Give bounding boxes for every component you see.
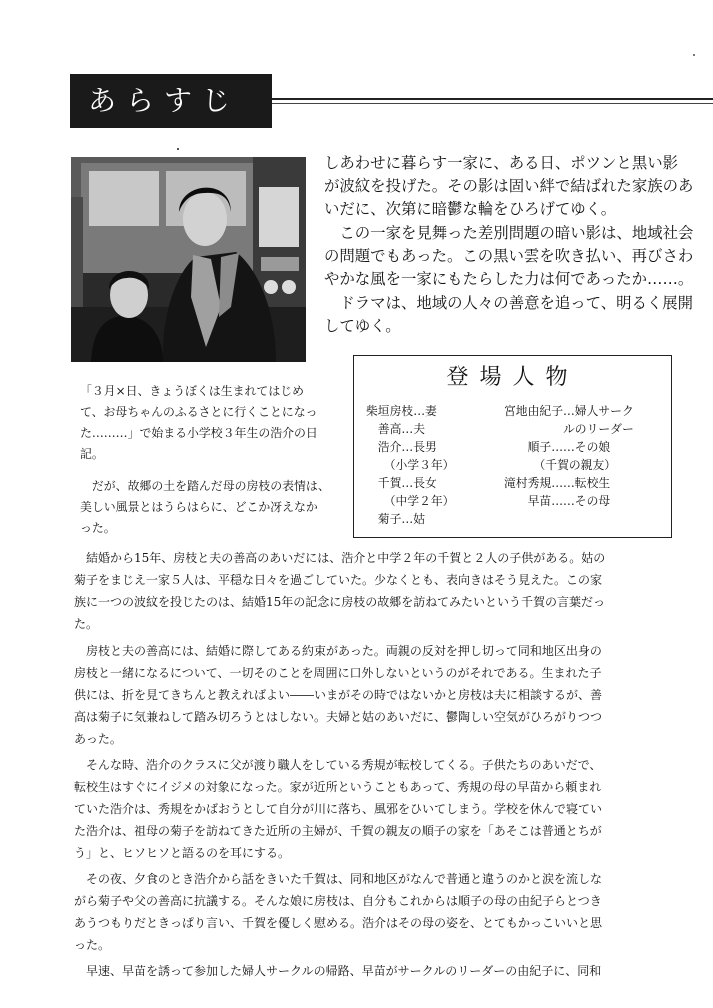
body-line: 早速、早苗を誘って参加した婦人サークルの帰路、早苗がサークルのリーダーの由紀子に、同和 xyxy=(74,964,602,978)
cast-entry: 善高…夫 xyxy=(366,422,425,436)
cast-entry: （千賀の親友） xyxy=(504,458,617,472)
body-line: その夜、夕食のとき浩介から話をきいた千賀は、同和地区がなんで普通と違うのかと涙を流しな xyxy=(74,872,603,886)
cast-entry: （小学３年） xyxy=(366,458,455,472)
cast-entry: 菊子…姑 xyxy=(366,512,425,526)
body-line: 供には、折を見てきちんと教えればよい――いまがその時ではないかと房枝は夫に相談するが、善 xyxy=(74,688,603,702)
cast-entry: ルのリーダー xyxy=(504,422,634,436)
body-line: 結婚から15年、房枝と夫の善高のあいだには、浩介と中学２年の千賀と２人の子供がある。姑の xyxy=(74,551,606,565)
cast-entry: 早苗……その母 xyxy=(504,494,611,508)
cast-entry: 浩介…長男 xyxy=(366,440,437,454)
side-paragraph-line: だが、故郷の土を踏んだ母の房枝の表情は、 xyxy=(80,479,330,493)
intro-line: してゆく。 xyxy=(324,317,401,335)
intro-line: この一家を見舞った差別問題の暗い影は、地域社会 xyxy=(324,224,694,242)
body-line: そんな時、浩介のクラスに父が渡り職人をしている秀規が転校してくる。子供たちのあいだで、 xyxy=(74,758,602,772)
side-paragraph-line: 記。 xyxy=(80,447,104,461)
print-speck xyxy=(693,54,695,56)
body-line: ていた浩介は、秀規をかばおうとして自分が川に落ち、風邪をひいてしまう。学校を休んで寝てい xyxy=(74,802,603,816)
body-line: 族に一つの波紋を投じたのは、結婚15年の記念に房枝の故郷を訪ねてみたいという千賀の言葉だっ xyxy=(74,595,605,609)
body-line: 転校生はすぐにイジメの対象になった。家が近所ということもあって、秀規の母の早苗から頼まれ xyxy=(74,780,602,794)
title-rule-thin xyxy=(272,103,713,104)
body-line: あうつもりだときっぱり言い、千賀を優しく慰める。浩介はその母の姿を、とてもかっこいいと思 xyxy=(74,916,603,930)
body-line: 高は菊子に気兼ねして踏み切ろうとはしない。夫婦と姑のあいだに、鬱陶しい空気がひろがりつつ xyxy=(74,710,603,724)
cast-entry: 宮地由紀子…婦人サーク xyxy=(504,404,634,418)
scene-photo xyxy=(71,157,306,362)
cast-entry: 柴垣房枝…妻 xyxy=(366,404,437,418)
side-paragraph-line: た………」で始まる小学校３年生の浩介の日 xyxy=(80,426,318,440)
cast-entry: 千賀…長女 xyxy=(366,476,437,490)
print-speck xyxy=(177,148,179,150)
body-line: た。 xyxy=(74,617,99,631)
body-line: た浩介は、祖母の菊子を訪ねてきた近所の主婦が、千賀の親友の順子の家を「あそこは普通とちが xyxy=(74,824,602,838)
body-line: 房枝と夫の善高には、結婚に際してある約束があった。両親の反対を押し切って同和地区出身の xyxy=(74,644,602,658)
body-line: がら菊子や父の善高に抗議する。そんな娘に房枝は、自分もこれからは順子の母の由紀子らとつき xyxy=(74,894,602,908)
intro-line: しあわせに暮らす一家に、ある日、ポツンと黒い影 xyxy=(324,154,678,172)
cast-title: 登場人物 xyxy=(446,365,579,390)
side-paragraph-line: った。 xyxy=(80,521,116,535)
side-paragraph-line: 「３月×日、きょうぼくは生まれてはじめ xyxy=(80,384,304,398)
intro-line: が波紋を投げた。その影は固い絆で結ばれた家族のあ xyxy=(324,177,694,195)
intro-line: いだに、次第に暗鬱な輪をひろげてゆく。 xyxy=(324,200,617,218)
cast-entry: 滝村秀規……転校生 xyxy=(504,476,611,490)
cast-entry: （中学２年） xyxy=(366,494,455,508)
intro-line: ドラマは、地域の人々の善意を追って、明るく展開 xyxy=(324,294,694,312)
body-line: 菊子をまじえ一家５人は、平穏な日々を過ごしていた。少なくとも、表向きはそう見えた。この家 xyxy=(74,573,603,587)
intro-line: やかな風を一家にもたらした力は何であったか……。 xyxy=(324,270,694,288)
cast-entry: 順子……その娘 xyxy=(504,440,611,454)
cast-box xyxy=(353,355,672,538)
body-line: う」と、ヒソヒソと語るのを耳にする。 xyxy=(74,846,291,860)
section-title-box xyxy=(70,74,272,128)
side-paragraph-line: て、お母ちゃんのふるさとに行くことになっ xyxy=(80,405,318,419)
title-rule xyxy=(272,98,713,100)
side-paragraph-line: 美しい風景とはうらはらに、どこか冴えなか xyxy=(80,500,318,514)
section-title: あらすじ xyxy=(88,84,241,117)
intro-line: の問題でもあった。この黒い雲を吹き払い、再びさわ xyxy=(324,247,694,265)
body-line: 房枝と一緒になるについて、一切そのことを周囲に口外しないというのがそれである。生まれた子 xyxy=(74,666,602,680)
body-line: あった。 xyxy=(74,732,122,746)
body-line: った。 xyxy=(74,938,111,952)
